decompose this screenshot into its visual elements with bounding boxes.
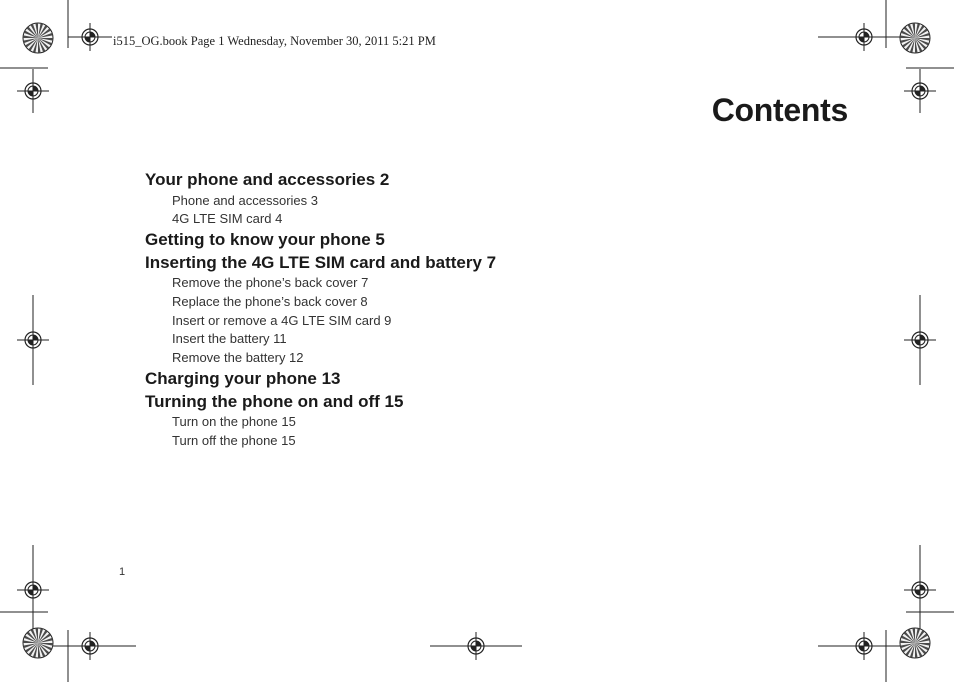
registration-mark-icon [17, 69, 49, 113]
toc-subentry[interactable]: Insert or remove a 4G LTE SIM card 9 [172, 312, 392, 328]
toc-subentry[interactable]: Phone and accessories 3 [172, 192, 318, 208]
registration-mark-icon [68, 23, 112, 51]
toc-subentry[interactable]: Remove the battery 12 [172, 350, 304, 366]
toc-subentry[interactable]: 4G LTE SIM card 4 [172, 211, 283, 227]
registration-mark-icon [44, 632, 136, 660]
registration-mark-icon [430, 632, 522, 660]
toc-chapter[interactable]: Charging your phone 13 [145, 369, 341, 389]
toc-subentry[interactable]: Turn off the phone 15 [172, 432, 296, 448]
registration-mark-icon [904, 69, 936, 113]
table-of-contents [145, 169, 645, 451]
registration-mark-icon [904, 295, 936, 385]
registration-mark-icon [17, 545, 49, 635]
color-target-icon [23, 23, 53, 53]
color-target-icon [900, 23, 930, 53]
toc-chapter[interactable]: Inserting the 4G LTE SIM card and battery 7 [145, 252, 497, 272]
registration-mark-icon [818, 632, 910, 660]
toc-chapter[interactable]: Your phone and accessories 2 [145, 170, 390, 189]
toc-subentry[interactable]: Replace the phone’s back cover 8 [172, 293, 368, 309]
color-target-icon [23, 628, 53, 658]
toc-chapter[interactable]: Turning the phone on and off 15 [145, 391, 404, 411]
registration-mark-icon [17, 295, 49, 385]
toc-subentry[interactable]: Insert the battery 11 [172, 331, 287, 347]
page-number: 1 [119, 566, 126, 578]
toc-subentry[interactable]: Turn on the phone 15 [172, 414, 296, 430]
color-target-icon [900, 628, 930, 658]
toc-chapter[interactable]: Getting to know your phone 5 [145, 230, 385, 250]
registration-mark-icon [818, 23, 910, 51]
toc-subentry[interactable]: Remove the phone’s back cover 7 [172, 275, 369, 291]
registration-mark-icon [904, 545, 936, 635]
print-slug: i515_OG.book Page 1 Wednesday, November 30, 2011 5:21 PM [113, 34, 436, 48]
page-title: Contents [711, 92, 848, 128]
